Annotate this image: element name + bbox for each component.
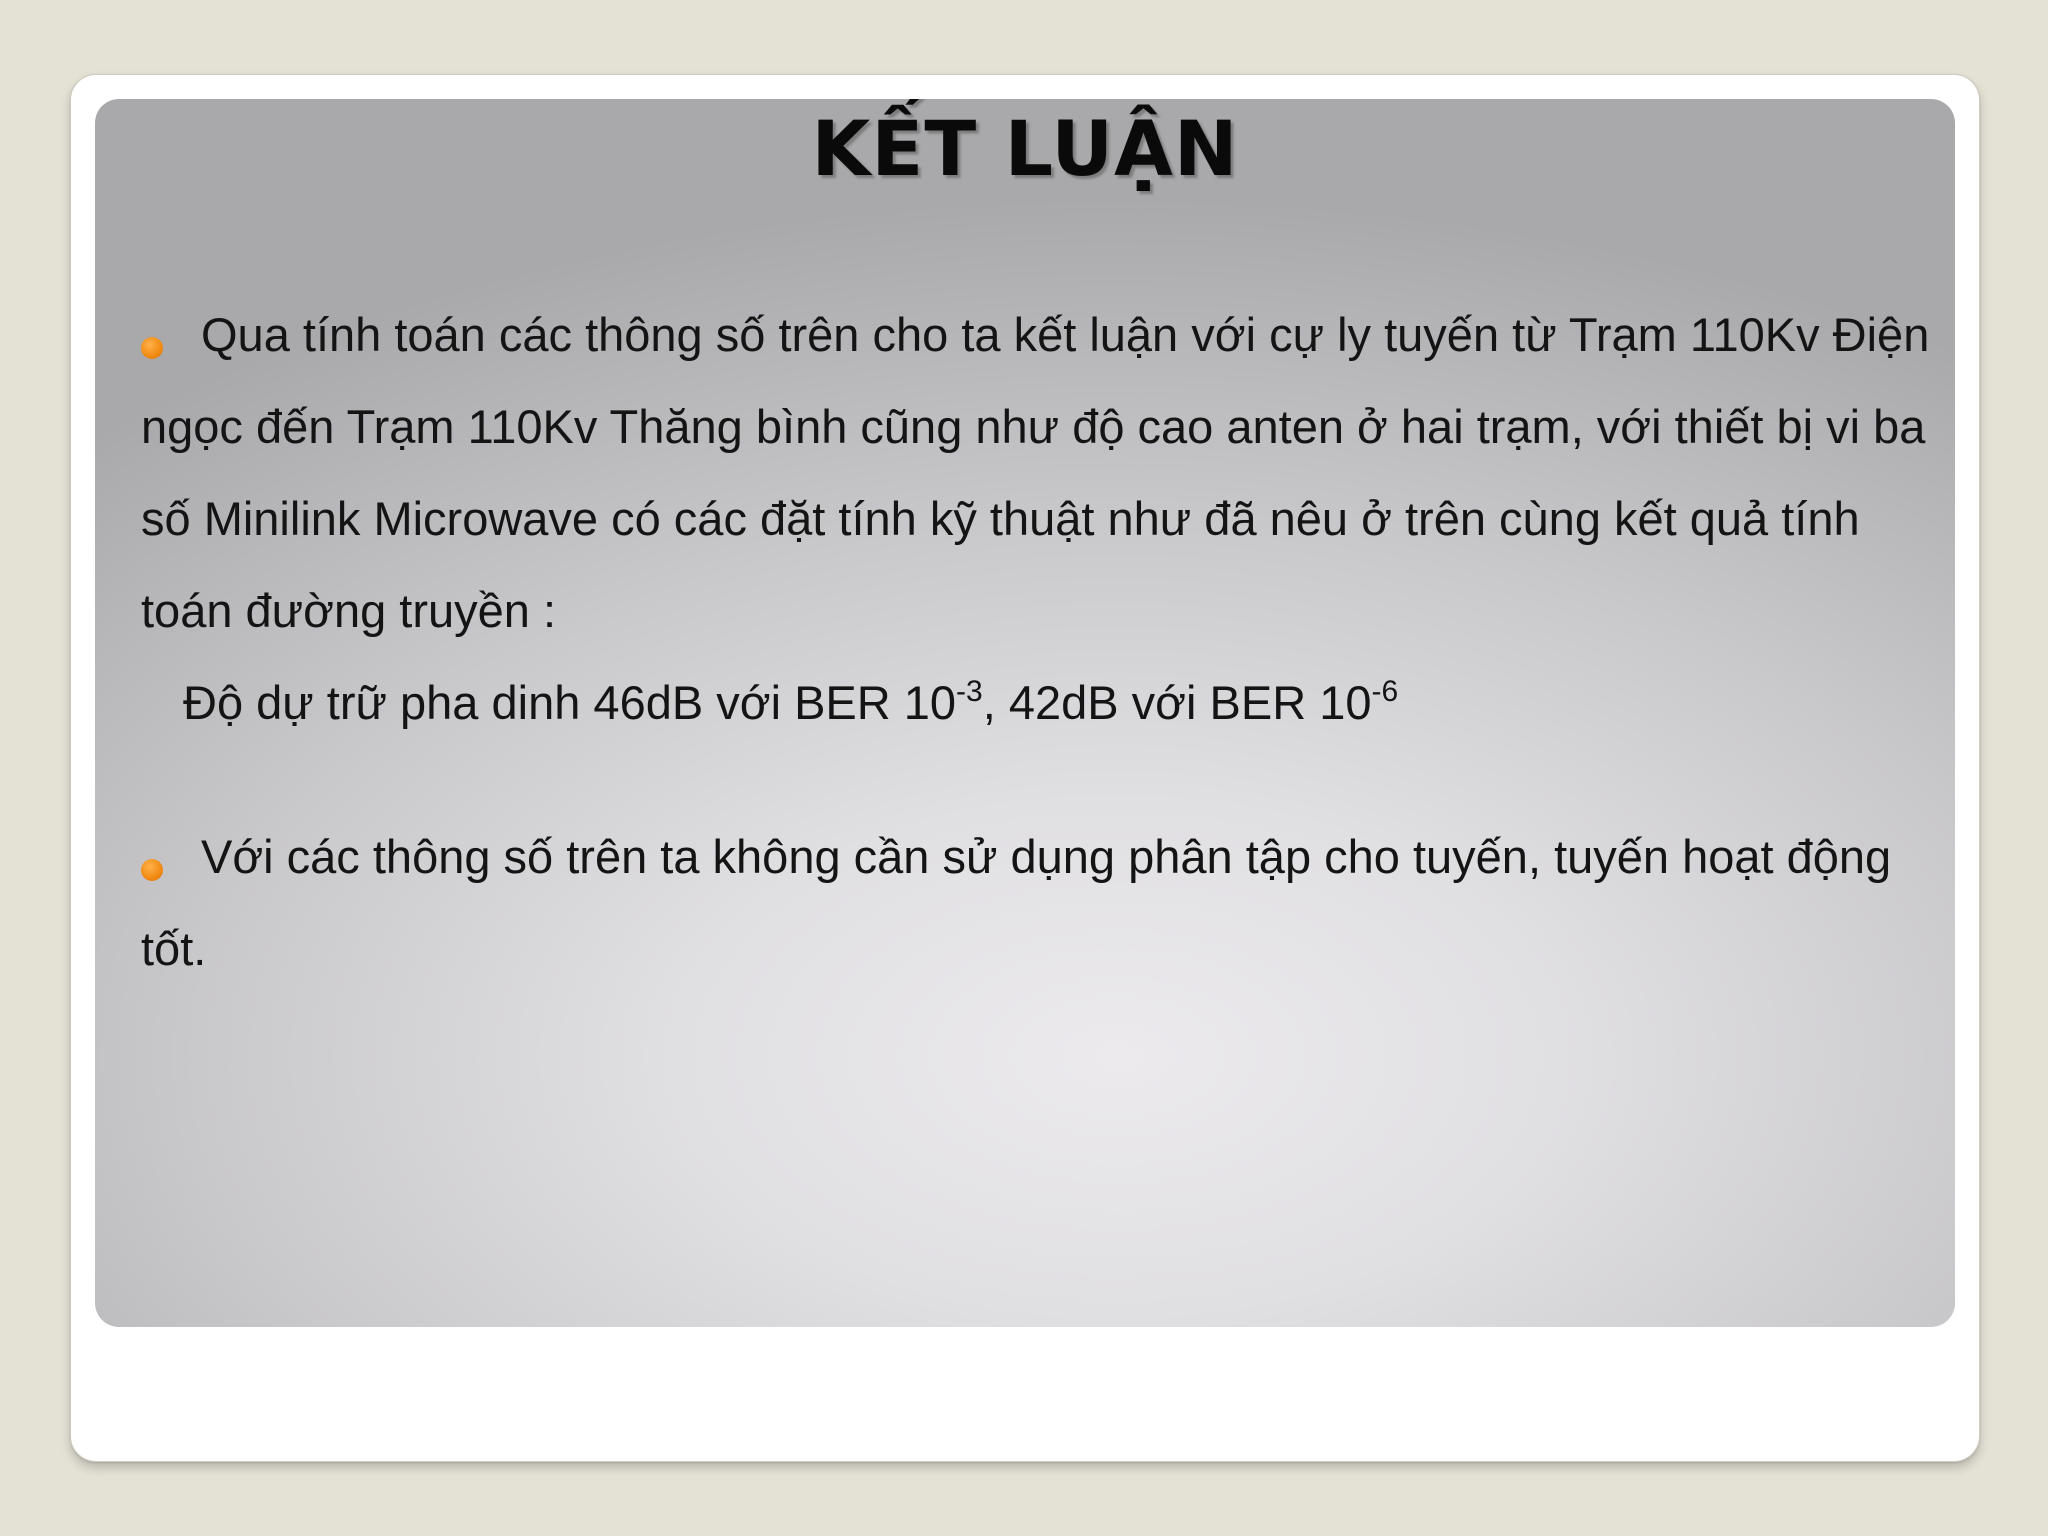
bullet-2-text: Với các thông số trên ta không cần sử dụng phân tập cho tuyến, tuyến hoạt động tốt. [141, 830, 1892, 975]
result-part-1: Độ dự trữ pha dinh 46dB với BER 10 [183, 676, 957, 729]
result-sup-2: -6 [1371, 675, 1399, 708]
slide-title: KẾT LUẬN [811, 104, 1239, 193]
bullet-1-text: Qua tính toán các thông số trên cho ta kết luận với cự ly tuyến từ Trạm 110Kv Điện ngọc đến Trạm 110Kv Thăng bình cũng như độ cao anten ở hai trạm, với thiết bị vi ba số Minilink Microwave có các đặt tính kỹ thuật như đã nêu ở trên cùng kết quả tính toán đường truyền : [141, 308, 1930, 637]
bullet-paragraph-1 [141, 289, 1941, 657]
slide-body [141, 289, 1941, 995]
slide-panel [95, 99, 1955, 1327]
slide-card [70, 74, 1980, 1462]
bullet-paragraph-2 [141, 811, 1941, 995]
result-sup-1: -3 [956, 675, 983, 708]
result-part-2: , 42dB với BER 10 [982, 676, 1372, 729]
result-line [141, 657, 1941, 749]
